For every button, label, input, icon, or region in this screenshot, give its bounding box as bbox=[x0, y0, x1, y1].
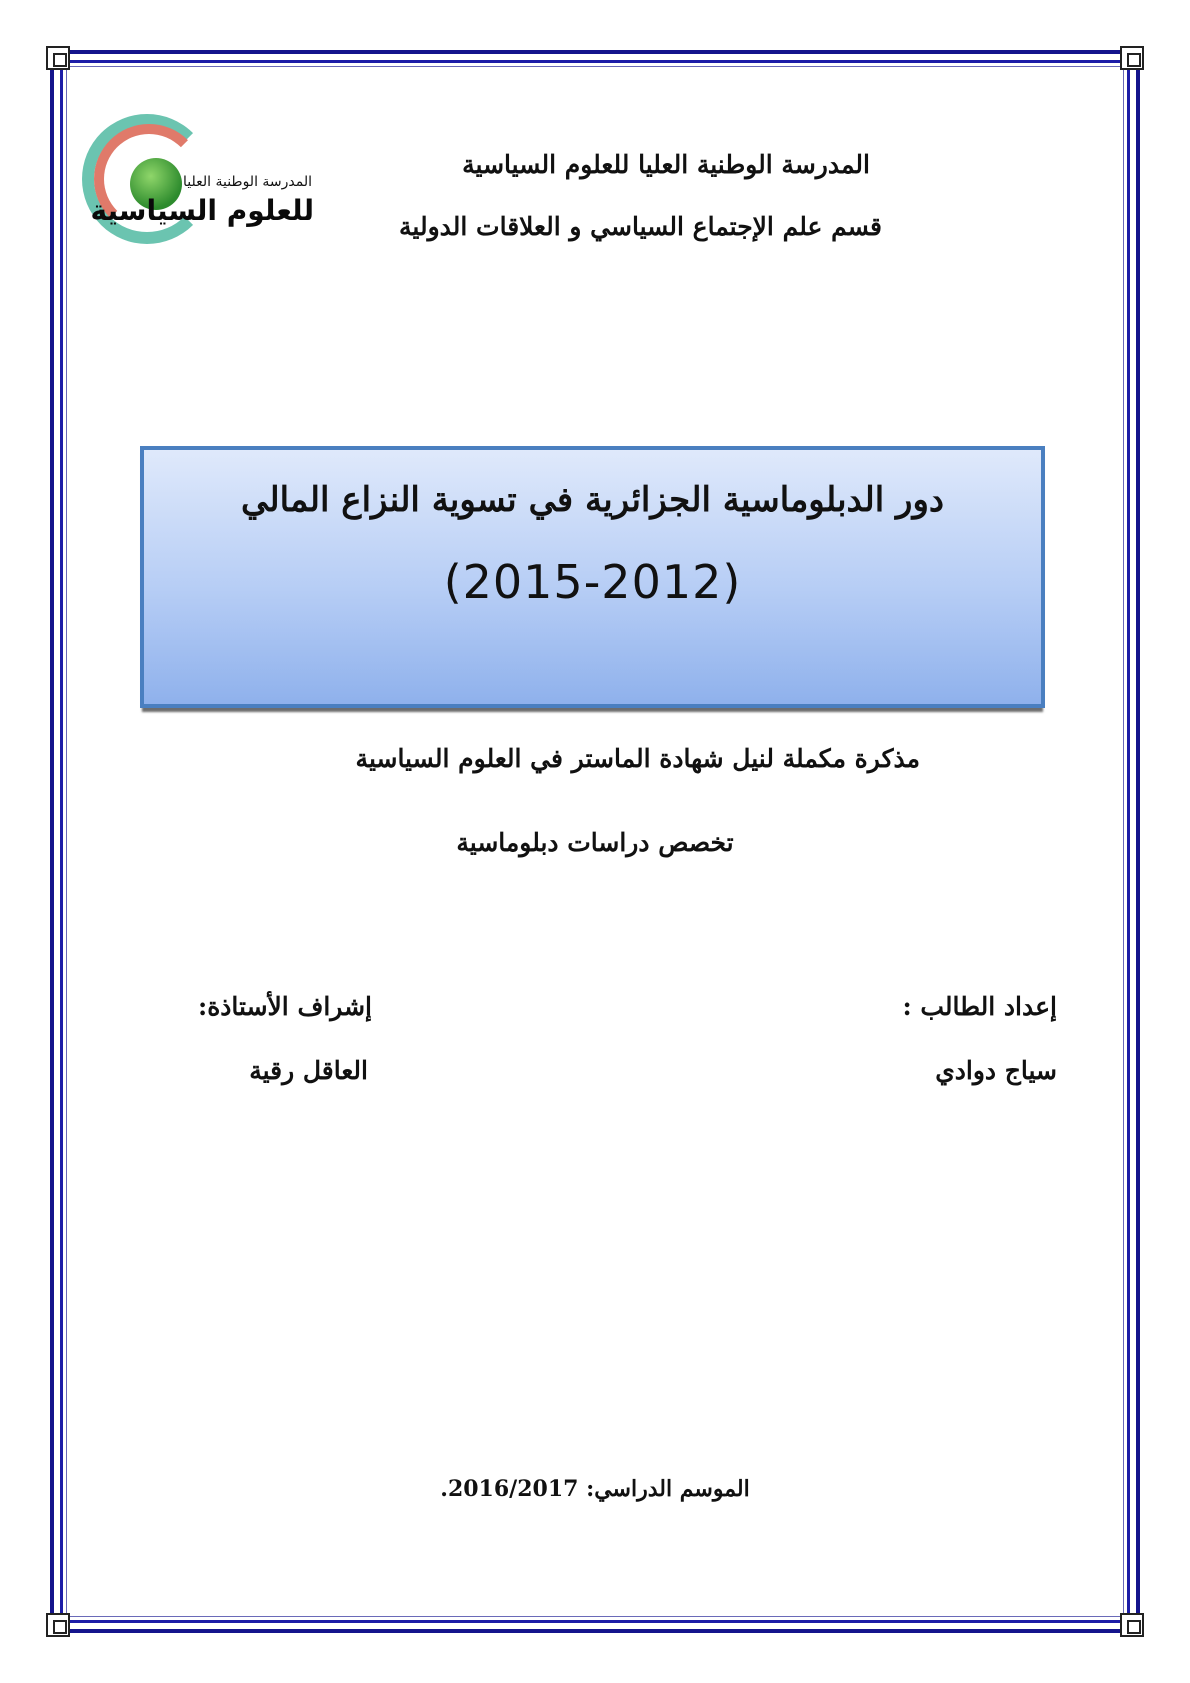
logo-text-big: للعلوم السياسية bbox=[90, 194, 314, 227]
corner-ornament-top-right bbox=[1120, 46, 1144, 70]
thesis-years: (2015-2012) bbox=[443, 555, 742, 609]
corner-ornament-top-left bbox=[46, 46, 70, 70]
supervisor-label: إشراف الأستاذة: bbox=[197, 992, 372, 1021]
student-name: سياج دوادي bbox=[935, 1056, 1057, 1085]
supervisor-name: العاقل رقية bbox=[249, 1056, 368, 1085]
memo-description: مذكرة مكملة لنيل شهادة الماستر في العلوم السياسية bbox=[355, 744, 920, 773]
corner-ornament-bottom-left bbox=[46, 1613, 70, 1637]
academic-year: الموسم الدراسي: 2016/2017. bbox=[440, 1476, 750, 1502]
corner-ornament-bottom-right bbox=[1120, 1613, 1144, 1637]
school-name: المدرسة الوطنية العليا للعلوم السياسية bbox=[462, 150, 870, 179]
school-logo bbox=[80, 110, 320, 250]
logo-text-small: المدرسة الوطنية العليا bbox=[182, 174, 312, 190]
student-label: إعداد الطالب : bbox=[902, 992, 1057, 1021]
title-box bbox=[140, 446, 1045, 708]
department-name: قسم علم الإجتماع السياسي و العلاقات الدولية bbox=[399, 212, 882, 241]
thesis-title: دور الدبلوماسية الجزائرية في تسوية النزاع المالي bbox=[240, 480, 945, 520]
specialization: تخصص دراسات دبلوماسية bbox=[456, 828, 734, 857]
